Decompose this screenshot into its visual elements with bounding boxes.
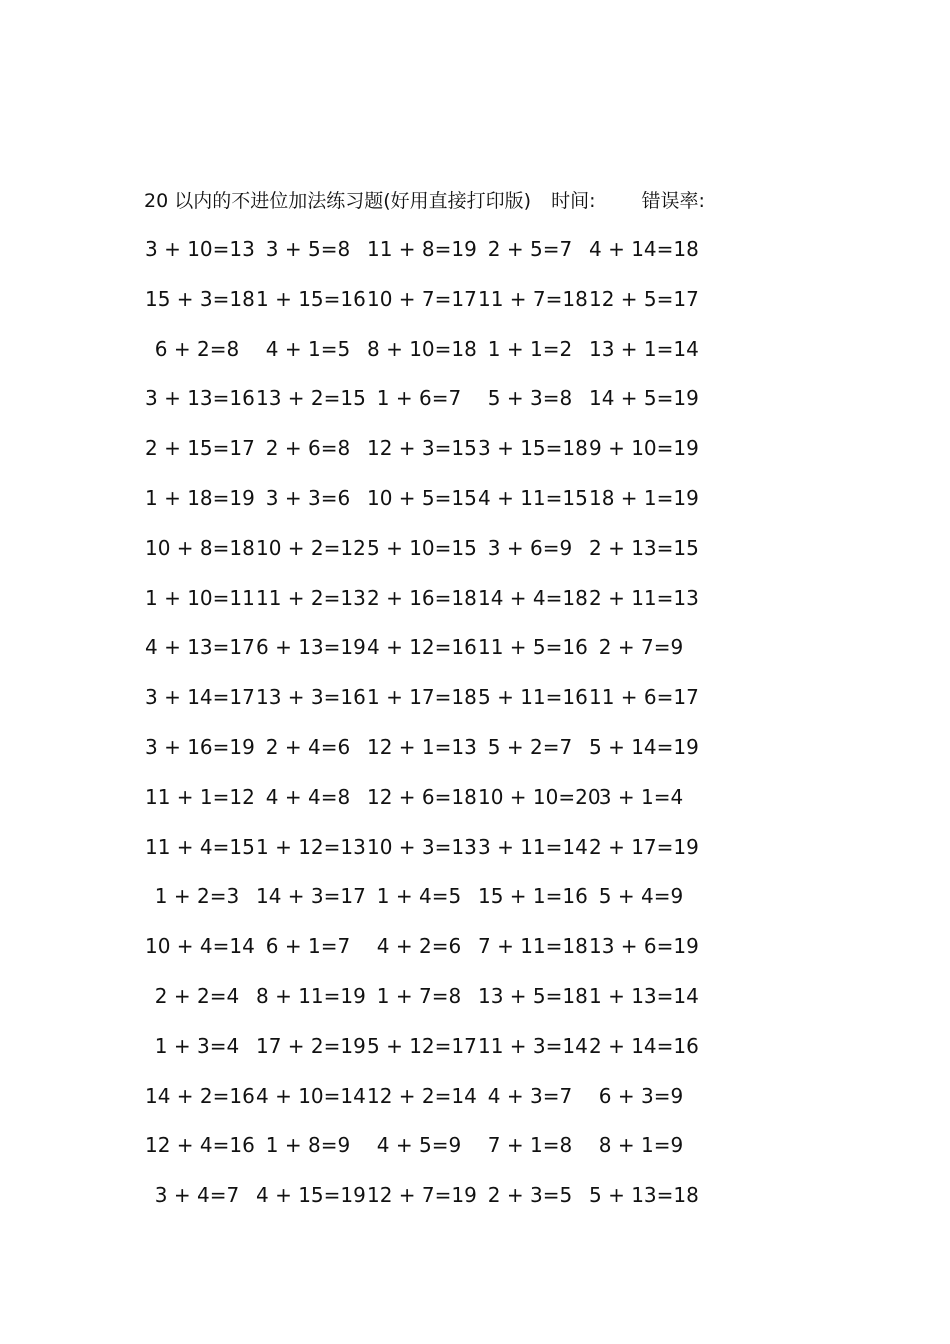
- problem-item: 4 + 3=7: [487, 1083, 573, 1108]
- problem-row: [0, 731, 950, 781]
- problem-item: 4 + 2=6: [376, 934, 462, 959]
- problem-item: 8 + 10=18: [367, 336, 477, 361]
- problem-item: 8 + 1=9: [598, 1133, 684, 1158]
- problem-item: 8 + 11=19: [256, 983, 366, 1008]
- problem-item: 1 + 13=14: [589, 983, 699, 1008]
- problem-item: 4 + 15=19: [256, 1183, 366, 1208]
- problem-row: [0, 1080, 950, 1130]
- worksheet-header: [144, 186, 705, 216]
- problem-row: [0, 831, 950, 881]
- problem-item: 1 + 7=8: [376, 983, 462, 1008]
- problem-item: 12 + 7=19: [367, 1183, 477, 1208]
- problem-item: 1 + 3=4: [154, 1033, 240, 1058]
- problem-item: 1 + 2=3: [154, 884, 240, 909]
- problem-item: 2 + 14=16: [589, 1033, 699, 1058]
- problem-item: 4 + 10=14: [256, 1083, 366, 1108]
- problem-item: 1 + 1=2: [487, 336, 573, 361]
- problem-item: 12 + 2=14: [367, 1083, 477, 1108]
- problem-item: 12 + 4=16: [145, 1133, 255, 1158]
- problem-item: 13 + 1=14: [589, 336, 699, 361]
- problem-item: 13 + 6=19: [589, 934, 699, 959]
- problem-item: 3 + 15=18: [478, 436, 588, 461]
- problem-item: 1 + 15=16: [256, 286, 366, 311]
- worksheet-title: 20 以内的不进位加法练习题(好用直接打印版): [144, 190, 532, 212]
- problem-row: [0, 681, 950, 731]
- problem-row: [0, 1179, 950, 1229]
- problem-item: 7 + 11=18: [478, 934, 588, 959]
- problem-item: 5 + 12=17: [367, 1033, 477, 1058]
- problem-item: 12 + 3=15: [367, 436, 477, 461]
- problem-row: [0, 283, 950, 333]
- problem-item: 2 + 16=18: [367, 585, 477, 610]
- problem-item: 18 + 1=19: [589, 485, 699, 510]
- problem-item: 1 + 12=13: [256, 834, 366, 859]
- problem-row: [0, 333, 950, 383]
- problem-item: 2 + 5=7: [487, 237, 573, 261]
- problem-item: 11 + 5=16: [478, 635, 588, 660]
- problem-item: 1 + 8=9: [265, 1133, 351, 1158]
- problem-item: 12 + 1=13: [367, 734, 477, 759]
- problem-row: [0, 432, 950, 482]
- problem-item: 4 + 11=15: [478, 485, 588, 510]
- problem-item: 3 + 5=8: [265, 237, 351, 261]
- problem-item: 3 + 4=7: [154, 1183, 240, 1208]
- problem-item: 14 + 5=19: [589, 386, 699, 411]
- problem-item: 5 + 4=9: [598, 884, 684, 909]
- problem-item: 2 + 4=6: [265, 734, 351, 759]
- problem-item: 2 + 11=13: [589, 585, 699, 610]
- problem-item: 1 + 4=5: [376, 884, 462, 909]
- error-rate-label: 错误率:: [641, 190, 705, 212]
- problem-item: 5 + 3=8: [487, 386, 573, 411]
- problem-item: 1 + 6=7: [376, 386, 462, 411]
- problem-item: 5 + 11=16: [478, 685, 588, 710]
- problem-row: [0, 382, 950, 432]
- problem-item: 17 + 2=19: [256, 1033, 366, 1058]
- problem-item: 10 + 8=18: [145, 535, 255, 560]
- problem-item: 3 + 10=13: [145, 237, 255, 261]
- problem-item: 13 + 2=15: [256, 386, 366, 411]
- problem-item: 11 + 2=13: [256, 585, 366, 610]
- problem-item: 5 + 13=18: [589, 1183, 699, 1208]
- problem-item: 12 + 6=18: [367, 784, 477, 809]
- problem-item: 1 + 10=11: [145, 585, 255, 610]
- problem-item: 2 + 2=4: [154, 983, 240, 1008]
- problem-row: [0, 781, 950, 831]
- problem-item: 10 + 3=13: [367, 834, 477, 859]
- problem-item: 2 + 3=5: [487, 1183, 573, 1208]
- problem-item: 10 + 2=12: [256, 535, 366, 560]
- problem-item: 4 + 5=9: [376, 1133, 462, 1158]
- problem-item: 11 + 8=19: [367, 237, 477, 261]
- problem-item: 15 + 1=16: [478, 884, 588, 909]
- problem-row: [0, 930, 950, 980]
- problem-row: [0, 880, 950, 930]
- problem-item: 3 + 13=16: [145, 386, 255, 411]
- problem-item: 2 + 6=8: [265, 436, 351, 461]
- problem-item: 4 + 4=8: [265, 784, 351, 809]
- problem-item: 3 + 11=14: [478, 834, 588, 859]
- problem-item: 3 + 16=19: [145, 734, 255, 759]
- problem-row: [0, 1030, 950, 1080]
- problem-item: 5 + 14=19: [589, 734, 699, 759]
- problem-item: 15 + 3=18: [145, 286, 255, 311]
- problem-item: 11 + 1=12: [145, 784, 255, 809]
- problem-grid: [0, 233, 950, 1229]
- problem-item: 5 + 2=7: [487, 734, 573, 759]
- problem-item: 14 + 2=16: [145, 1083, 255, 1108]
- problem-row: [0, 482, 950, 532]
- problem-item: 14 + 3=17: [256, 884, 366, 909]
- problem-item: 6 + 2=8: [154, 336, 240, 361]
- problem-item: 2 + 15=17: [145, 436, 255, 461]
- problem-item: 11 + 4=15: [145, 834, 255, 859]
- time-label: 时间:: [551, 190, 596, 212]
- problem-item: 11 + 7=18: [478, 286, 588, 311]
- problem-row: [0, 980, 950, 1030]
- problem-row: [0, 1129, 950, 1179]
- problem-item: 5 + 10=15: [367, 535, 477, 560]
- problem-item: 2 + 7=9: [598, 635, 684, 660]
- problem-item: 11 + 6=17: [589, 685, 699, 710]
- problem-item: 14 + 4=18: [478, 585, 588, 610]
- problem-row: [0, 532, 950, 582]
- problem-row: [0, 631, 950, 681]
- problem-row: [0, 582, 950, 632]
- problem-item: 1 + 17=18: [367, 685, 477, 710]
- problem-item: 6 + 13=19: [256, 635, 366, 660]
- problem-item: 3 + 3=6: [265, 485, 351, 510]
- problem-item: 2 + 13=15: [589, 535, 699, 560]
- problem-item: 11 + 3=14: [478, 1033, 588, 1058]
- problem-item: 10 + 5=15: [367, 485, 477, 510]
- problem-item: 1 + 18=19: [145, 485, 255, 510]
- problem-item: 6 + 3=9: [598, 1083, 684, 1108]
- problem-item: 3 + 1=4: [598, 784, 684, 809]
- problem-item: 7 + 1=8: [487, 1133, 573, 1158]
- problem-item: 4 + 12=16: [367, 635, 477, 660]
- problem-item: 2 + 17=19: [589, 834, 699, 859]
- problem-item: 10 + 10=20: [478, 784, 601, 809]
- problem-item: 13 + 3=16: [256, 685, 366, 710]
- problem-item: 10 + 7=17: [367, 286, 477, 311]
- problem-item: 3 + 14=17: [145, 685, 255, 710]
- problem-item: 3 + 6=9: [487, 535, 573, 560]
- problem-item: 4 + 13=17: [145, 635, 255, 660]
- problem-item: 10 + 4=14: [145, 934, 255, 959]
- problem-item: 12 + 5=17: [589, 286, 699, 311]
- problem-item: 4 + 1=5: [265, 336, 351, 361]
- problem-row: [0, 233, 950, 283]
- problem-item: 6 + 1=7: [265, 934, 351, 959]
- problem-item: 9 + 10=19: [589, 436, 699, 461]
- problem-item: 13 + 5=18: [478, 983, 588, 1008]
- problem-item: 4 + 14=18: [589, 237, 699, 261]
